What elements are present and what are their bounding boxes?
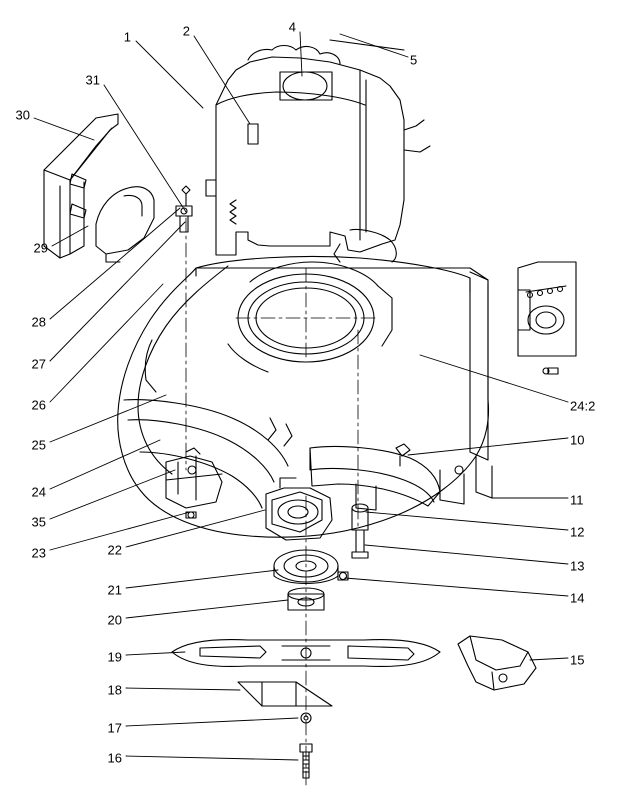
front-baffle [166,448,222,518]
callout-number: 21 [107,582,122,598]
callout-number: 5 [410,52,418,68]
side-discharge-plate [518,262,576,374]
callout-number: 11 [570,492,584,508]
discharge-chute-assembly [310,444,440,580]
callout-number: 27 [31,356,46,372]
callout-number: 24:2 [570,398,596,414]
callout-number: 26 [31,397,46,413]
callout-number: 12 [570,524,585,540]
callout-number: 30 [15,107,30,123]
callout-number: 31 [85,72,100,88]
mower-deck [118,229,492,537]
callout-number: 2 [182,23,190,39]
callout-number: 1 [123,29,131,45]
callout-number: 15 [570,652,585,668]
callout-number: 22 [107,542,122,558]
callout-number: 35 [31,514,46,530]
callout-number: 4 [288,19,296,35]
engine-assembly [206,40,430,255]
callout-number: 19 [107,649,122,665]
upper-bracket [70,174,192,262]
callout-number: 23 [31,545,46,561]
callout-number: 14 [570,590,585,606]
callout-number: 18 [107,682,122,698]
rear-deflector [458,636,536,690]
callout-number: 17 [107,720,122,736]
callout-number: 20 [107,612,122,628]
callout-number: 25 [31,437,46,453]
callout-number: 28 [31,314,46,330]
callout-number: 16 [107,750,122,766]
spindle-assembly [266,478,338,610]
callout-number: 13 [570,558,585,574]
callout-number: 29 [33,240,48,256]
blade-stiffener [238,682,332,723]
callout-number: 10 [570,432,585,448]
callout-number: 24 [31,484,46,500]
